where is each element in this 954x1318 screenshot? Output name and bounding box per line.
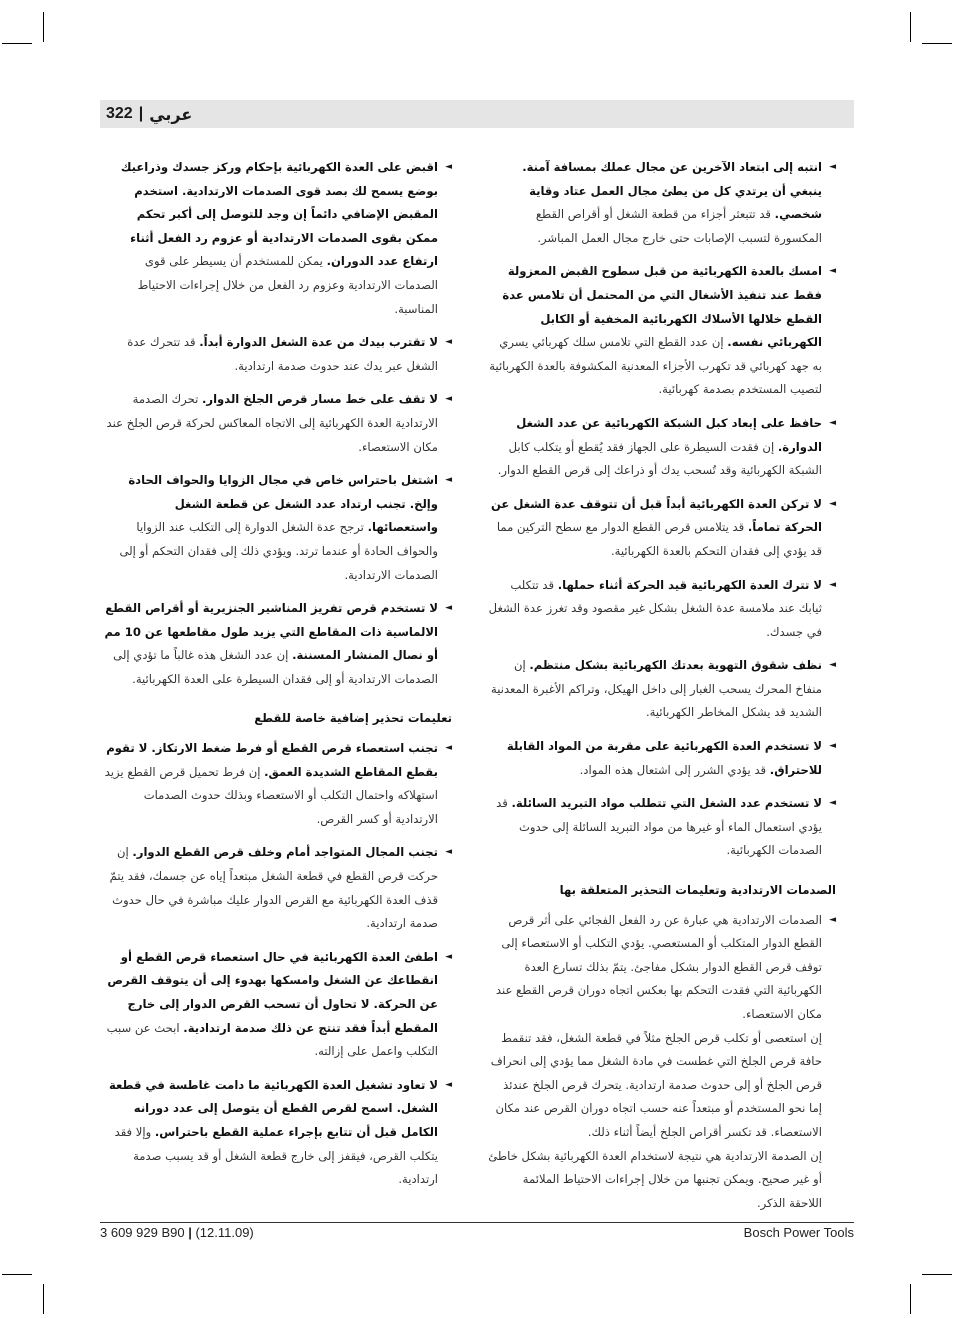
warning-item: ◄ لا تستخدم العدة الكهربائية على مقربة من المواد القابلة للاحتراق. قد يؤدي الشرر إلى اشتعال هذه المواد. xyxy=(488,735,836,782)
triangle-bullet-icon: ◄ xyxy=(445,475,452,486)
warning-item: ◄ لا تعاود تشغيل العدة الكهربائية ما دامت غاطسة في قطعة الشغل. اسمح لقرص القطع أن يتوصل إلى عدد دورانه الكامل قبل أن تتابع بإجراء عملية القطع باحتراس. وإلا فقد يتكلب القرص، فيقفز إلى خارج قطعة الشغل أو قد يسبب صدمة ارتدادية. xyxy=(102,1074,452,1192)
warning-item: ◄ حافظ على إبعاد كبل الشبكة الكهربائية عن عدد الشغل الدوارة. إن فقدت السيطرة على الجهاز فقد يُقطع أو يتكلب كابل الشبكة الكهربائية وقد تُسحب يدك أو ذراعك إلى قرص القطع الدوار. xyxy=(488,412,836,483)
warning-item: ◄ لا تترك العدة الكهربائية قيد الحركة أثناء حملها. قد تتكلب ثيابك عند ملامسة عدة الشغل بشكل غير مقصود وقد تغرز عدة الشغل في جسدك. xyxy=(488,574,836,645)
triangle-bullet-icon: ◄ xyxy=(829,798,836,809)
triangle-bullet-icon: ◄ xyxy=(829,741,836,752)
triangle-bullet-icon: ◄ xyxy=(445,337,452,348)
section-heading-kickback: الصدمات الارتدادية وتعليمات التحذير المتعلقة بها xyxy=(559,883,836,898)
triangle-bullet-icon: ◄ xyxy=(829,417,836,428)
warning-item: ◄ اقبض على العدة الكهربائية بإحكام وركز جسدك وذراعيك بوضع يسمح لك بصد قوى الصدمات الارتدادية. استخدم المقبض الإضافي دائماً إن وجد للتوصل إلى أكبر تحكم ممكن بقوى الصدمات الارتدادية أو عزوم رد الفعل أثناء ارتفاع عدد الدوران. يمكن للمستخدم أن يسيطر على قوى الصدمات الارتدادية وعزوم رد الفعل من خلال إجراءات الاحتياط المناسبة. xyxy=(102,156,452,321)
warning-item: ◄ تجنب المجال المتواجد أمام وخلف قرص القطع الدوار. إن حركت قرص القطع في قطعة الشغل مبتعداً إياه عن جسمك، فقد يتمّ قذف العدة الكهربائية مع القرص الدوار عليك مباشرة في حال حدوث صدمة ارتدادية. xyxy=(102,841,452,935)
footer-doc-info xyxy=(100,1225,254,1240)
triangle-bullet-icon: ◄ xyxy=(445,162,452,172)
triangle-bullet-icon: ◄ xyxy=(829,660,836,671)
left-column xyxy=(102,156,452,1202)
warning-item: ◄ لا تستخدم عدد الشغل التي تتطلب مواد التبريد السائلة. قد يؤدي استعمال الماء أو غيرها من مواد التبريد السائلة إلى حدوث الصدمات الكهربائية. xyxy=(488,792,836,863)
crop-mark xyxy=(2,1274,32,1275)
page-language: عربي xyxy=(149,104,193,124)
page-footer xyxy=(100,1222,854,1240)
warning-item: ◄ لا تستخدم قرص تفريز المناشير الجنزيرية أو أقراص القطع الالماسية ذات المقاطع التي يزيد طول مقاطعها عن 10 مم أو نصال المنشار المسننة. إن عدد الشغل هذه غالباً ما تؤدي إلى الصدمات الارتدادية أو إلى فقدان السيطرة على العدة الكهربائية. xyxy=(102,597,452,691)
triangle-bullet-icon: ◄ xyxy=(829,498,836,509)
triangle-bullet-icon: ◄ xyxy=(829,162,836,172)
warning-item: ◄ لا تقف على خط مسار قرص الجلخ الدوار. تحرك الصدمة الارتدادية العدة الكهربائية إلى الاتجاه المعاكس لحركة قرص الجلخ عند مكان الاستعصاء. xyxy=(102,388,452,459)
page-number: 322 xyxy=(106,105,133,122)
triangle-bullet-icon: ◄ xyxy=(445,951,452,962)
crop-mark xyxy=(910,1284,911,1314)
crop-mark xyxy=(2,43,32,44)
header-separator: | xyxy=(138,105,144,122)
crop-mark xyxy=(922,43,952,44)
footer-brand: Bosch Power Tools xyxy=(743,1225,854,1240)
header-bar xyxy=(100,100,854,128)
kickback-paragraph: إن استعصى أو تكلب قرص الجلخ مثلاً في قطعة الشغل، فقد تنقمط حافة قرص الجلخ التي غطست في مادة الشغل مما يؤدي إلى انحراف قرص الجلخ أو إلى حدوث صدمة ارتدادية. يتحرك قرص الجلخ عندئذ إما نحو المستخدم أو مبتعداً عنه حسب اتجاه دوران القرص عند مكان الاستعصاء. قد تكسر أقراص الجلخ أيضاً أثناء ذلك. xyxy=(490,1030,822,1139)
section-heading-cutting: تعليمات تحذير إضافية خاصة للقطع xyxy=(254,711,452,726)
warning-item: ◄ اطفئ العدة الكهربائية في حال استعصاء قرص القطع أو انقطاعك عن الشغل وامسكها بهدوء إلى أن يتوقف القرص عن الحركة. لا تحاول أن تسحب القرص الدوار إلى خارج المقطع أبداً فقد تنتج عن ذلك صدمة ارتدادية. ابحث عن سبب التكلب واعمل على إزالته. xyxy=(102,946,452,1064)
crop-mark xyxy=(922,1274,952,1275)
warning-item: ◄ اشتغل باحتراس خاص في مجال الزوايا والحواف الحادة وإلخ. تجنب ارتداد عدد الشغل عن قطعة الشغل واستعصائها. ترجح عدة الشغل الدوارة إلى التكلب عند الزوايا والحواف الحادة أو عندما ترتد. ويؤدي ذلك إلى فقدان التحكم أو إلى الصدمات الارتدادية. xyxy=(102,469,452,587)
warning-item: ◄ نظف شقوق التهوية بعدتك الكهربائية بشكل منتظم. إن منفاخ المحرك يسحب الغبار إلى داخل الهيكل، وتراكم الأغبرة المعدنية الشديد قد يشكل المخاطر الكهربائية. xyxy=(488,654,836,725)
warning-item: ◄ لا تقترب بيدك من عدة الشغل الدوارة أبداً. قد تتحرك عدة الشغل عبر يدك عند حدوث صدمة ارتدادية. xyxy=(102,331,452,378)
triangle-bullet-icon: ◄ xyxy=(829,579,836,590)
crop-mark xyxy=(43,12,44,42)
kickback-paragraph: إن الصدمة الارتدادية هي نتيجة لاستخدام العدة الكهربائية بشكل خاطئ أو غير صحيح. ويمكن تجنبها من خلال إجراءات الاحتياط الملائمة اللاحقة الذكر. xyxy=(488,1148,822,1210)
triangle-bullet-icon: ◄ xyxy=(829,266,836,277)
triangle-bullet-icon: ◄ xyxy=(445,603,452,614)
doc-date: (12.11.09) xyxy=(195,1225,254,1240)
triangle-bullet-icon: ◄ xyxy=(445,1079,452,1090)
triangle-bullet-icon: ◄ xyxy=(445,847,452,858)
doc-number: 3 609 929 B90 xyxy=(100,1225,185,1240)
triangle-bullet-icon: ◄ xyxy=(445,743,452,754)
kickback-item: ◄ الصدمات الارتدادية هي عبارة عن رد الفعل الفجائي على أثر قرص القطع الدوار المتكلب أو المستعصي. يؤدي التكلب أو الاستعصاء إلى توقف قرص القطع الدوار بشكل مفاجئ. يتمّ بذلك تسارع العدة الكهربائية التي فقدت التحكم بها بعكس اتجاه دوران قرص القطع عند مكان الاستعصاء. إن استعصى أو تكلب قرص الجلخ مثلاً في قطعة الشغل، فقد تنقمط حافة قرص الجلخ التي غطست في مادة الشغل مما يؤدي إلى انحراف قرص الجلخ أو إلى حدوث صدمة ارتدادية. يتحرك قرص الجلخ عندئذ إما نحو المستخدم أو مبتعداً عنه حسب اتجاه دوران القرص عند مكان الاستعصاء. قد تكسر أقراص الجلخ أيضاً أثناء ذلك. إن الصدمة الارتدادية هي نتيجة لاستخدام العدة الكهربائية بشكل خاطئ أو غير صحيح. ويمكن تجنبها من خلال إجراءات الاحتياط الملائمة اللاحقة الذكر. xyxy=(488,909,836,1216)
warning-item: ◄ تجنب استعصاء قرص القطع أو فرط ضغط الارتكاز. لا تقوم بقطع المقاطع الشديدة العمق. إن فرط تحميل قرص القطع يزيد استهلاكه واحتمال التكلب أو الاستعصاء وبذلك حدوث الصدمات الارتدادية أو كسر القرص. xyxy=(102,737,452,831)
crop-mark xyxy=(43,1284,44,1314)
triangle-bullet-icon: ◄ xyxy=(829,914,836,925)
warning-item: ◄ امسك بالعدة الكهربائية من قبل سطوح القبض المعزولة فقط عند تنفيذ الأشغال التي من المحتمل أن تلامس عدة القطع خلالها الأسلاك الكهربائية المخفية أو الكابل الكهربائي نفسه. إن عدد القطع التي تلامس سلك كهربائي يسري به جهد كهربائي قد تكهرب الأجزاء المعدنية المكشوفة بالعدة الكهربائية لتصيب المستخدم بصدمة كهربائية. xyxy=(488,260,836,402)
warning-item: ◄ انتبه إلى ابتعاد الآخرين عن مجال عملك بمسافة آمنة. ينبغي أن يرتدي كل من يطئ مجال العمل عتاد وقاية شخصي. قد تتبعثر أجزاء من قطعة الشغل أو أقراص القطع المكسورة لتسبب الإصابات حتى خارج مجال العمل المباشر. xyxy=(488,156,836,250)
right-column xyxy=(488,156,836,1215)
page-header xyxy=(106,101,192,127)
warning-item: ◄ لا تركن العدة الكهربائية أبداً قبل أن تتوقف عدة الشغل عن الحركة تماماً. قد يتلامس قرص القطع الدوار مع سطح التركين مما قد يؤدي إلى فقدان التحكم بالعدة الكهربائية. xyxy=(488,493,836,564)
footer-separator: | xyxy=(188,1225,192,1240)
triangle-bullet-icon: ◄ xyxy=(445,394,452,405)
crop-mark xyxy=(910,12,911,42)
